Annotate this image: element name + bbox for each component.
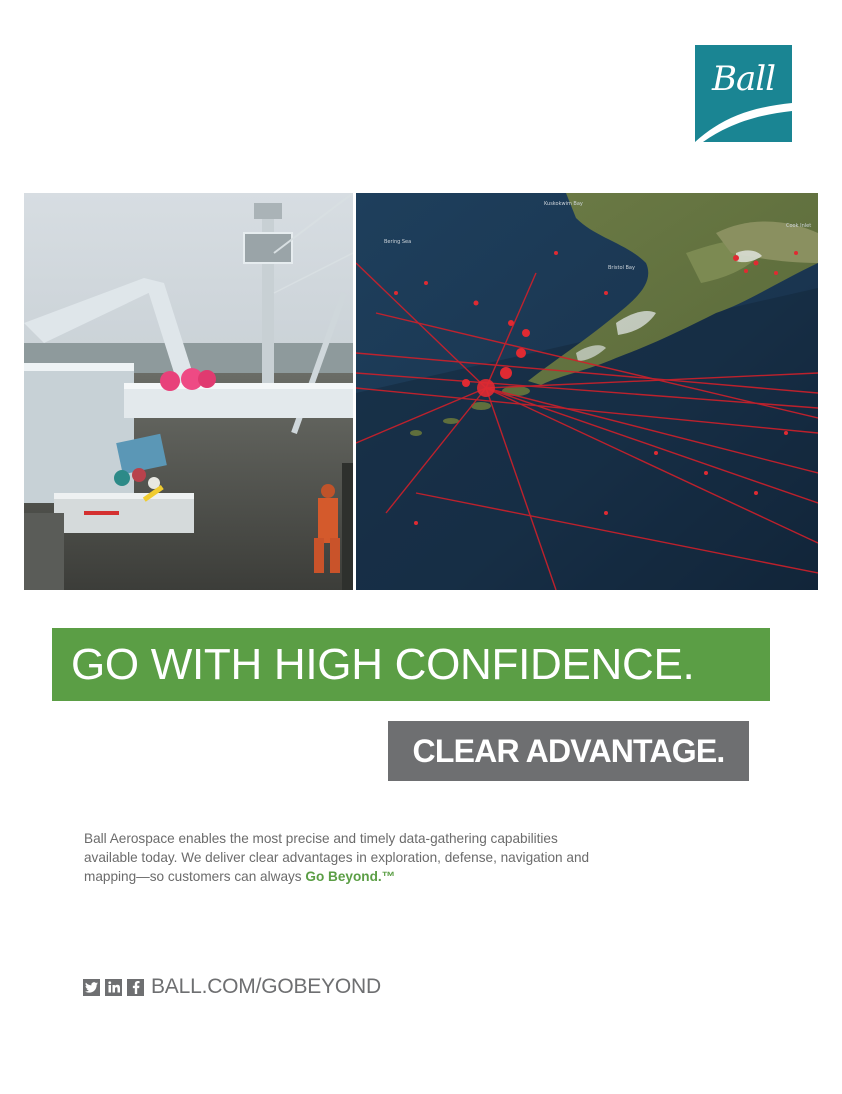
- satellite-map-photo: [356, 193, 818, 590]
- linkedin-icon[interactable]: [105, 979, 122, 996]
- headline-banner: GO WITH HIGH CONFIDENCE.: [52, 628, 770, 701]
- body-text: Ball Aerospace enables the most precise and timely data-gathering capabilities available today. We deliver clear advantages in exploration, defense, navigation and mapping—so customers can always: [84, 831, 590, 884]
- hero-images: [24, 193, 818, 590]
- social-footer: [83, 976, 381, 998]
- website-link[interactable]: BALL.COM/GOBEYOND: [151, 975, 381, 998]
- logo-wordmark: Ball: [711, 59, 775, 99]
- map-label-bering-sea: Bering Sea: [384, 239, 412, 245]
- twitter-icon[interactable]: [83, 979, 100, 996]
- map-label-bristol-bay: Bristol Bay: [608, 265, 635, 271]
- fishing-vessel-photo: [24, 193, 353, 590]
- ball-logo: [695, 45, 792, 142]
- subhead-banner: CLEAR ADVANTAGE.: [388, 721, 749, 781]
- facebook-icon[interactable]: [127, 979, 144, 996]
- body-copy: [84, 829, 604, 886]
- go-beyond-tagline: Go Beyond.™: [305, 869, 396, 884]
- map-label-kuskokwim-bay: Kuskokwim Bay: [544, 201, 583, 207]
- map-label-cook-inlet: Cook Inlet: [786, 223, 812, 229]
